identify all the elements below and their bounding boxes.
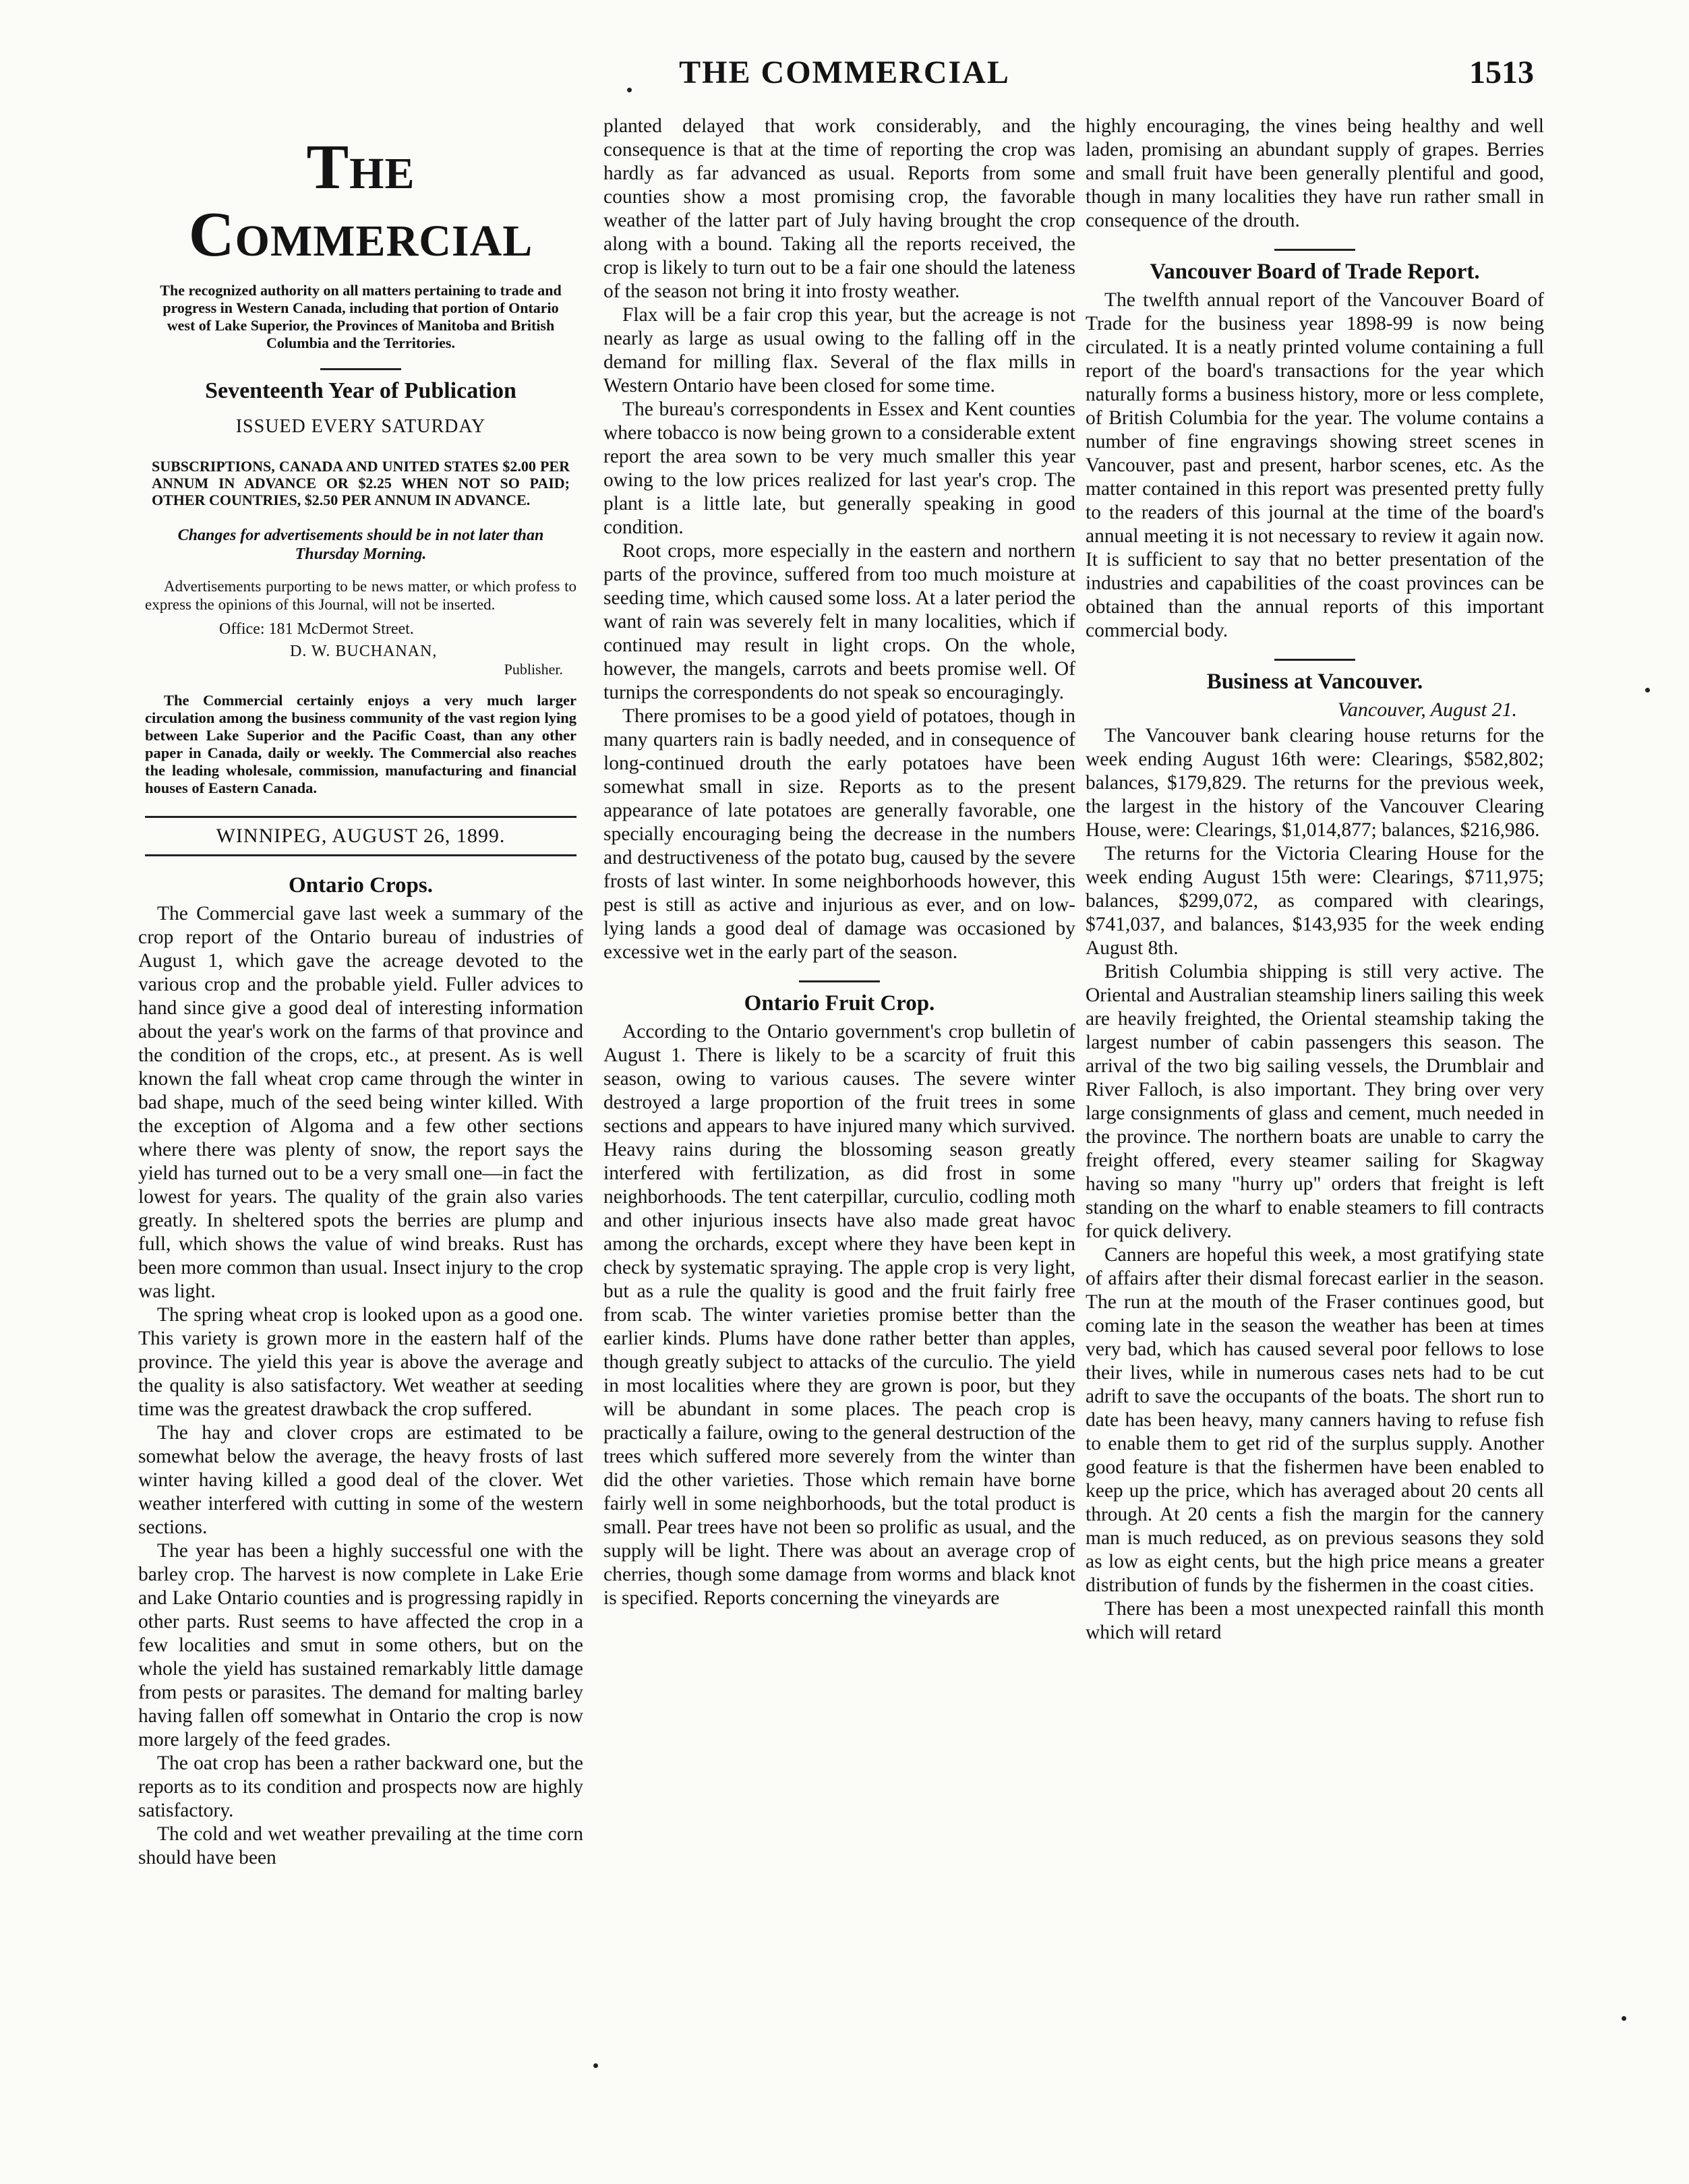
divider (799, 980, 880, 982)
divider (1274, 659, 1355, 661)
running-title: THE COMMERCIAL (679, 55, 1010, 90)
advertisement-deadline-note: Changes for advertisements should be in not later than Thursday Morning. (177, 527, 544, 563)
publisher-name: D. W. BUCHANAN, (290, 643, 438, 660)
article-paragraph: According to the Ontario government's crop bulletin of August 1. There is likely to be a scarcity of fruit this season, owing to various causes. The severe winter destroyed a large proportion of the fruit trees in some sections and appears to have injured many which survived. Heavy rains during the blossoming season greatly interfered with fertilization, as did frost in some neighborhoods. The tent caterpillar, curculio, codling moth and other injurious insects have also made great havoc among the orchards, except where they have been kept in check by systematic spraying. The apple crop is very light, but as a rule the quality is good and the fruit fairly free from scab. The winter varieties promise better than the earlier kinds. Plums have done rather better than apples, though greatly subject to attacks of the curculio. The yield in most localities where they are grown is poor, but they will be abundant in some places. The peach crop is practically a failure, owing to the general destruction of the trees which suffered more severely from the winter than did the other varieties. Those which remain have borne fairly well in some neighborhoods, but the total product is small. Pear trees have not been so prolific as usual, and the supply will be light. There was about an average crop of cherries, though some damage from worms and black knot is specified. Reports concerning the vineyards are (603, 1021, 1075, 1609)
article-paragraph: highly encouraging, the vines being healthy and well laden, promising an abundant supply of grapes. Berries and small fruit have been generally plentiful and good, though in many localities they have run rather small in consequence of the drouth. (1086, 115, 1544, 231)
article-paragraph: There promises to be a good yield of potatoes, though in many quarters rain is badly needed, and in consequence of long-continued drouth the early potatoes have been somewhat small in size. Reports as to the present appearance of late potatoes are generally favorable, one specially encouraging being the decrease in the numbers and destructiveness of the potato bug, caused by the severe frosts of last winter. In some neighborhoods however, this pest is still as active and injurious as ever, and on low-lying lands a good deal of damage was occasioned by excessive wet in the early part of the season. (603, 705, 1075, 963)
masthead-title: The Commercial (188, 132, 533, 270)
publisher-role: Publisher. (504, 661, 563, 678)
column-left (138, 115, 583, 2103)
divider (1274, 249, 1355, 251)
masthead-description: The recognized authority on all matters pertaining to trade and progress in Western Canada, including that portion of Ontario west of Lake Superior, the Provinces of Manitoba and British Columbia and the Territories. (160, 282, 562, 351)
print-speck (627, 88, 632, 92)
article-paragraph: The twelfth annual report of the Vancouver Board of Trade for the business year 1898-99 is now being circulated. It is a neatly printed volume containing a full report of the board's transactions for the year which naturally forms a business history, more or less complete, of British Columbia for the year. The volume contains a number of fine engravings showing street scenes in Vancouver, past and present, harbor scenes, etc. As the matter contained in this report was presented pretty fully to the readers of this journal at the time of the board's annual meeting it is not necessary to review it again now. It is sufficient to say that no better presentation of the industries and capabilities of the coast provinces can be obtained than the annual reports of this important commercial body. (1086, 289, 1544, 641)
article-title-board-of-trade: Vancouver Board of Trade Report. (1150, 260, 1480, 284)
issued-line: ISSUED EVERY SATURDAY (235, 416, 486, 437)
page-number: 1513 (1469, 55, 1534, 90)
print-speck (1622, 2016, 1626, 2021)
article-title-business-vancouver: Business at Vancouver. (1206, 670, 1423, 694)
circulation-note: The Commercial certainly enjoys a very much larger circulation among the business community of the vast region lying between Lake Superior and the Pacific Coast, than any other paper in Canada, daily or weekly. The Commercial also reaches the leading wholesale, commission, manufacturing and financial houses of Eastern Canada. (145, 692, 576, 796)
column-right (1086, 115, 1544, 2103)
article-paragraph: There has been a most unexpected rainfall this month which will retard (1086, 1598, 1544, 1643)
subscription-rates: SUBSCRIPTIONS, CANADA AND UNITED STATES $2.00 PER ANNUM IN ADVANCE OR $2.25 WHEN NOT SO PAID; OTHER COUNTRIES, $2.50 PER ANNUM IN ADVANCE. (152, 458, 570, 508)
article-paragraph: The year has been a highly successful one with the barley crop. The harvest is now complete in Lake Erie and Lake Ontario counties and is progressing rapidly in other parts. Rust seems to have affected the crop in a few localities and smut in some others, but on the whole the yield has sustained remarkably little damage from pests or parasites. The demand for malting barley having fallen off somewhat in Ontario the crop is now more largely of the feed grades. (138, 1540, 583, 1750)
running-head (0, 54, 1689, 101)
article-paragraph: The cold and wet weather prevailing at the time corn should have been (138, 1823, 583, 1868)
article-paragraph: Root crops, more especially in the eastern and northern parts of the province, suffered from too much moisture at seeding time, which caused some loss. At a later period the want of rain was severely felt in many localities, which if continued may result in light crops. On the whole, however, the mangels, carrots and beets promise well. Of turnips the correspondents do not speak so encouragingly. (603, 540, 1075, 703)
article-paragraph: The Vancouver bank clearing house returns for the week ending August 16th were: Clearings, $582,802; balances, $179,829. The returns for the previous week, the largest in the history of the Vancouver Clearing House, were: Clearings, $1,014,877; balances, $216,986. (1086, 725, 1544, 841)
article-paragraph: The bureau's correspondents in Essex and Kent counties where tobacco is now being grown to a considerable extent report the area sown to be very much smaller this year owing to the low prices realized for last year's crop. The plant is a little late, but generally speaking in good condition. (603, 399, 1075, 538)
article-dateline: Vancouver, August 21. (1337, 699, 1517, 721)
column-middle (603, 115, 1075, 2103)
article-paragraph: Flax will be a fair crop this year, but the acreage is not nearly as large as usual owing to the falling off in the demand for milling flax. Several of the flax mills in Western Ontario have been closed for some time. (603, 304, 1075, 396)
article-paragraph: British Columbia shipping is still very active. The Oriental and Australian steamship liners sailing this week are heavily freighted, the Oriental steamship taking the largest number of cabin passengers this season. The arrival of the two big sailing vessels, the Drumblair and River Falloch, is also important. They bring over very large consignments of glass and cement, much needed in the province. The northern boats are unable to carry the freight offered, every steamer sailing for Skagway having so many "hurry up" orders that freight is left standing on the wharf to enable steamers to fill contracts for quick delivery. (1086, 961, 1544, 1242)
divider (320, 368, 401, 370)
article-paragraph: The hay and clover crops are estimated to be somewhat below the average, the heavy frosts of last winter having killed a good deal of the clover. Wet weather interfered with cutting in some of the western sections. (138, 1422, 583, 1538)
article-paragraph: The oat crop has been a rather backward one, but the reports as to its condition and prospects now are highly satisfactory. (138, 1752, 583, 1821)
article-paragraph: The spring wheat crop is looked upon as a good one. This variety is grown more in the eastern half of the province. The yield this year is above the average and the quality is also satisfactory. Wet weather at seeding time was the greatest drawback the crop suffered. (138, 1304, 583, 1420)
article-title-ontario-crops: Ontario Crops. (289, 873, 433, 897)
article-paragraph: The Commercial gave last week a summary of the crop report of the Ontario bureau of industries of August 1, which gave the acreage devoted to the various crop and the probable yield. Fuller advices to hand since give a good deal of interesting information about the year's work on the farms of that province and the condition of the crops, etc., at present. As is well known the fall wheat crop came through the winter in bad shape, much of the seed being winter killed. With the exception of Algoma and a few other sections where there was plenty of snow, the report says the yield has turned out to be a very small one—in fact the lowest for years. The quality of the grain also varies greatly. In sheltered spots the berries are plump and full, which shows the value of wind breaks. Rust has been more common than usual. Insect injury to the crop was light. (138, 903, 583, 1302)
article-title-fruit-crop: Ontario Fruit Crop. (744, 991, 935, 1015)
issue-dateline: WINNIPEG, AUGUST 26, 1899. (145, 816, 576, 856)
print-speck (593, 2063, 598, 2068)
publication-year-line: Seventeenth Year of Publication (205, 378, 516, 403)
office-address: Office: 181 McDermot Street. (219, 620, 414, 638)
advertisement-policy-note: Advertisements purporting to be news matter, or which profess to express the opinions of this Journal, will not be inserted. (145, 578, 576, 613)
article-paragraph: Canners are hopeful this week, a most gratifying state of affairs after their dismal forecast earlier in the season. The run at the mouth of the Fraser continues good, but coming late in the season the weather has been at times very bad, which has caused several poor fellows to lose their lives, while in numerous cases nets had to be cut adrift to save the occupants of the boats. The short run to date has been heavy, many canners having to refuse fish to enable them to get rid of the surplus supply. Another good feature is that the fishermen have been enabled to keep up the price, which has averaged about 20 cents all through. At 20 cents a fish the margin for the cannery man is much reduced, as on previous seasons they sold as low as eight cents, but the high price means a greater distribution of funds by the fishermen in the coast cities. (1086, 1244, 1544, 1596)
article-paragraph: The returns for the Victoria Clearing House for the week ending August 15th were: Clearings, $711,975; balances, $299,072, as compared with clearings, $741,037, and balances, $143,935 for the week ending August 8th. (1086, 843, 1544, 959)
print-speck (1645, 688, 1650, 692)
article-paragraph: planted delayed that work considerably, and the consequence is that at the time of reporting the crop was hardly as far advanced as usual. Reports from some counties show a most promising crop, the favorable weather of the latter part of July having brought the crop along with a bound. Taking all the reports received, the crop is likely to turn out to be a fair one should the lateness of the season not bring it into frosty weather. (603, 115, 1075, 302)
